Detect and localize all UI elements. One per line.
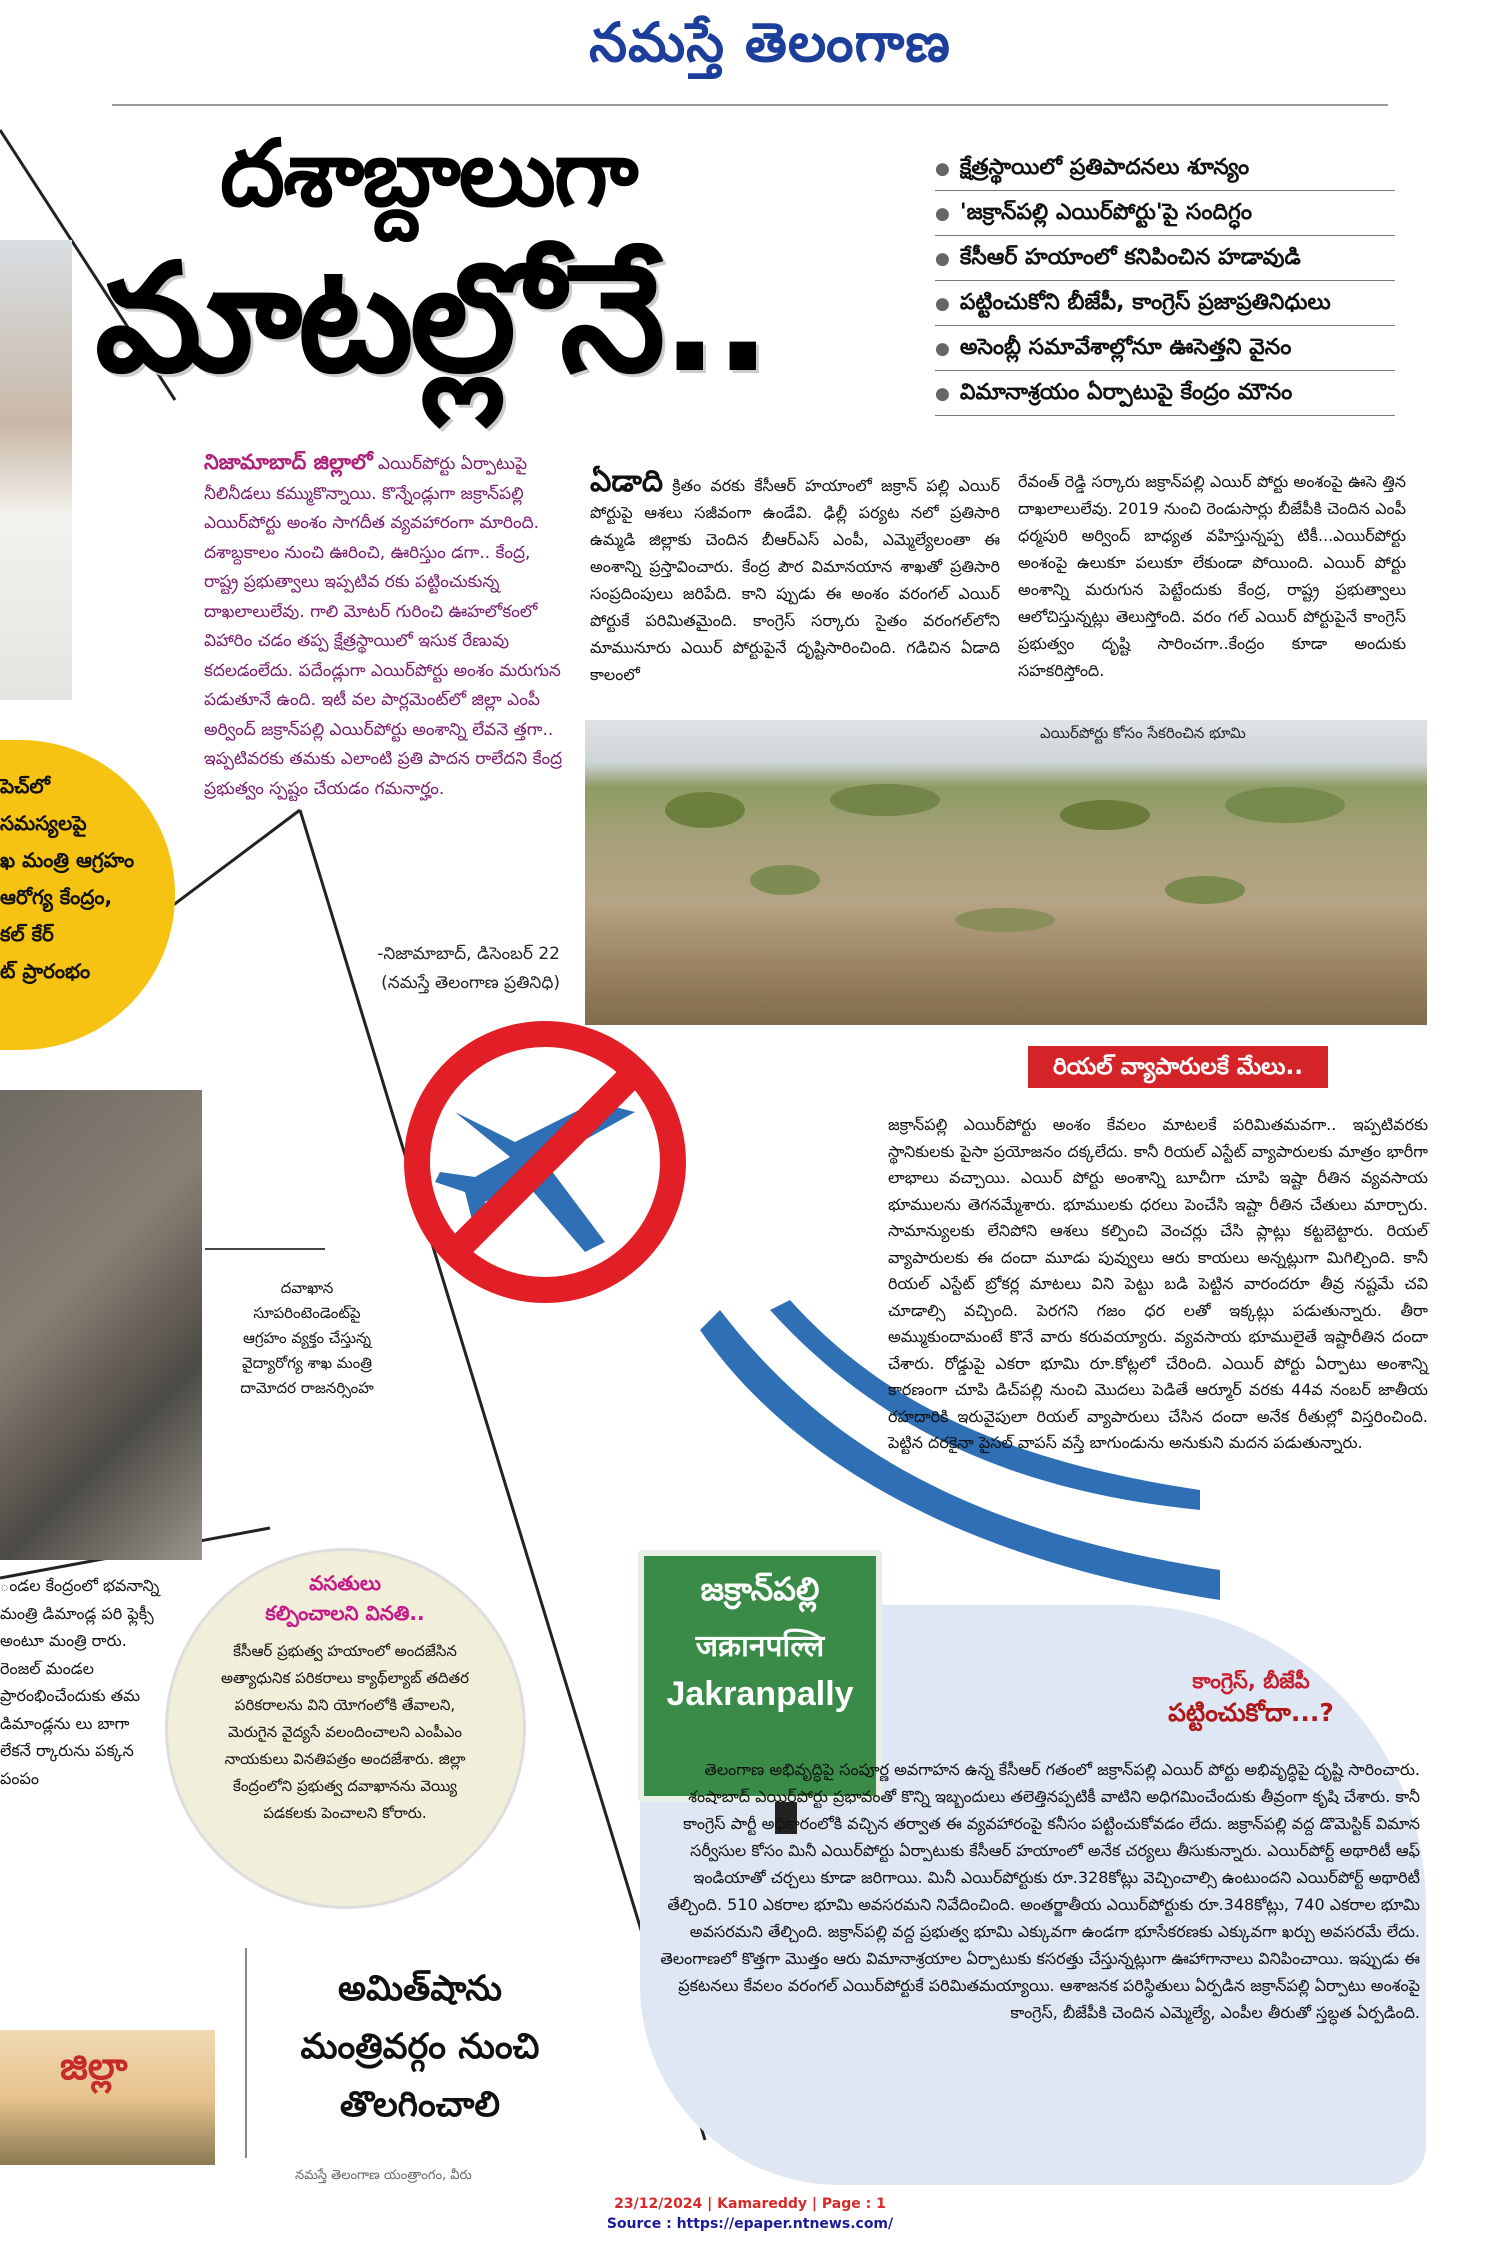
left-teaser-line: ట్ ప్రారంభం: [0, 959, 91, 983]
intro-paragraph: [204, 448, 566, 804]
intro-body: ఎయిర్‌పోర్టు ఏర్పాటుపై నీలినీడలు కమ్ముకొన్నాయి. కొన్నేండ్లుగా జక్రాన్‌పల్లి ఎయిర్‌పోర్టు అంశం సాగదీత వ్యవహారంగా మారింది. దశాబ్దకాలం నుంచి ఊరించి, ఊరిస్తుం డగా.. కేంద్ర, రాష్ట్ర ప్రభుత్వాలు ఇప్పటివ రకు పట్టించుకున్న దాఖలాలులేవు. గాలి మోటర్ గురించి ఊహలోకంలో విహారిం చడం తప్ప క్షేత్రస్థాయిలో ఇసుక రేణువు కదలడంలేదు. పదేండ్లుగా ఎయిర్‌పోర్టు అంశం మరుగున పడుతూనే ఉంది. ఇటీ వల పార్లమెంట్‌లో జిల్లా ఎంపీ అర్వింద్ జక్రాన్‌పల్లి ఎయిర్‌పోర్టు అంశాన్ని లేవనె త్తగా.. ఇప్పటివరకు తమకు ఎలాంటి ప్రతి పాదన రాలేదని కేంద్ర ప్రభుత్వం స్పష్టం చేయడం గమనార్హం.: [204, 454, 563, 799]
amit-headline: [260, 1960, 580, 2134]
key-point: ● అసెంబ్లీ సమావేశాల్లోనూ ఊసెత్తని వైనం: [935, 326, 1395, 371]
sign-hindi: जक्रानपल्लि: [695, 1629, 825, 1664]
congress-bjp-heading: [1126, 1665, 1376, 1729]
no-airplane-icon: [395, 1012, 695, 1312]
masthead: నమస్తే తెలంగాణ: [589, 10, 951, 74]
dateline: [320, 940, 560, 998]
congress-bjp-body: తెలంగాణ అభివృద్ధిపై సంపూర్ణ అవగాహన ఉన్న కేసీఆర్ గతంలో జక్రాన్‌పల్లి ఎయిర్ పోర్టు అభివృద్ధిపై దృష్టి సారించారు. శంషాబాద్ ఎయిర్‌పోర్టు ప్రభావంతో కొన్ని ఇబ్బందులు తలెత్తినప్పటికీ వాటిని అధిగమించేందుకు తీవ్రంగా కృషి చేశారు. కానీ కాంగ్రెస్ పార్టీ అధికారంలోకి వచ్చిన తర్వాత ఈ వ్యవహారంపై కనీసం పట్టించుకోవడం లేదు. జక్రాన్‌పల్లి వద్ద డొమెస్టిక్ విమాన సర్వీసుల కోసం మినీ ఎయిర్‌పోర్టు ఏర్పాటుకు కేసీఆర్ హయాంలో అనేక చర్యలు తీసుకున్నారు. ఎయిర్‌పోర్ట్ అథారిటీ ఆఫ్ ఇండియాతో చర్చలు కూడా జరిగాయి. మినీ ఎయిర్‌పోర్టుకు రూ.328కోట్లు వెచ్చించాల్సి ఉంటుందని ఎయిర్‌పోర్ట్ అథారిటీ తేల్చింది. 510 ఎకరాల భూమి అవసరమని నివేదించింది. అంతర్జాతీయ ఎయిర్‌పోర్టుకు రూ.348కోట్లు, 740 ఎకరాల భూమి అవసరమని తేల్చింది. జక్రాన్‌పల్లి వద్ద ప్రభుత్వ భూమి ఎక్కువగా ఉండగా భూసేకరణకు ఎక్కువగా ఖర్చు అవసరమే లేదు. తెలంగాణలో కొత్తగా మొత్తం ఆరు విమానాశ్రయాల ఏర్పాటుకు కసరత్తు చేస్తున్నట్లుగా ఊహాగానాలు వినిపించాయి. ఇప్పుడు ఈ ప్రకటనలు కేవలం వరంగల్ ఎయిర్‌పోర్టుకే పరిమితమయ్యాయి. ఆశాజనక పరిస్థితులు ఏర్పడిన జక్రాన్‌పల్లి ఏర్పాటు అంశంపై కాంగ్రెస్, బీజేపీకి చెందిన ఎమ్మెల్యే, ఎంపీల తీరుతో స్తబ్ధత ఏర్పడింది.: [660, 1760, 1420, 2022]
page-footer: [530, 2194, 970, 2234]
story-column-1: [590, 464, 1000, 688]
congress-bjp-heading-line2: పట్టించుకోదా...?: [1168, 1698, 1334, 1727]
amenities-heading-line2: కల్పించాలని వినతి..: [265, 1601, 425, 1625]
land-photo: [585, 720, 1427, 1025]
politician-photo: [0, 240, 72, 700]
left-teaser: [0, 768, 180, 990]
dateline-credit: (నమస్తే తెలంగాణ ప్రతినిధి): [381, 973, 560, 993]
sign-telugu: జక్రాన్‌పల్లి: [700, 1570, 820, 1608]
dateline-place: -నిజామాబాద్, డిసెంబర్ 22: [377, 944, 560, 964]
banner-text: జిల్లా: [60, 2044, 128, 2088]
left-photo-caption: దవాఖాన సూపరింటెండెంట్‌పై ఆగ్రహం వ్యక్తం చేస్తున్న వైద్యారోగ్య శాఖ మంత్రి దామోదర రాజనర్సింహ: [240, 1279, 374, 1397]
real-estate-heading: రియల్ వ్యాపారులకే మేలు..: [1028, 1046, 1328, 1088]
amenities-body: కేసీఆర్ ప్రభుత్వ హయాంలో అందజేసిన అత్యాధునిక పరికరాలు క్యాథ్‌ల్యాబ్ తదితర పరికరాలను విని యోగంలోకి తేవాలని, మెరుగైన వైద్యసే వలందించాలని ఎంపీఎం నాయకులు వినతిపత్రం అందజేశారు. జిల్లా కేంద్రంలోని ప్రభుత్వ దవాఖానను వెయ్యి పడకలకు పెంచాలని కోరారు.: [220, 1642, 470, 1822]
key-point: ● 'జక్రాన్‌పల్లి ఎయిర్‌పోర్టు'పై సందిగ్ధం: [935, 191, 1395, 236]
amit-byline: నమస్తే తెలంగాణ యంత్రాంగం, వీరు: [295, 2168, 472, 2183]
amit-headline-line3: తొలగించాలి: [339, 2085, 501, 2125]
land-photo-shrubs: [585, 720, 1427, 1025]
left-teaser-line: ఆరోగ్య కేంద్రం,: [0, 885, 113, 909]
key-point: ● విమానాశ్రయం ఏర్పాటుపై కేంద్రం మౌనం: [935, 371, 1395, 416]
left-teaser-line: సమస్యలపై: [0, 811, 87, 835]
headline-line1: దశాబ్దాలుగా: [220, 120, 637, 227]
key-point: ● కేసీఆర్ హయాంలో కనిపించిన హడావుడి: [935, 236, 1395, 281]
sign-english: Jakranpally: [666, 1675, 854, 1713]
congress-bjp-heading-line1: కాంగ్రెస్, బీజేపీ: [1192, 1669, 1310, 1693]
amenities-heading-line1: వసతులు: [309, 1571, 381, 1595]
amit-divider: [245, 1948, 247, 2158]
hospital-visit-photo: [0, 1090, 202, 1560]
amit-headline-line1: అమిత్‌షాను: [338, 1969, 502, 2009]
real-estate-body: జక్రాన్‌పల్లి ఎయిర్‌పోర్టు అంశం కేవలం మాటలకే పరిమితమవగా.. ఇప్పటివరకు స్థానికులకు పైసా ప్రయోజనం దక్కలేదు. కానీ రియల్ ఎస్టేట్ వ్యాపారులకు మాత్రం భారీగా లాభాలు వచ్చాయి. ఎయిర్ పోర్టు అంశాన్ని బూచీగా చూపి ఇష్టా రీతిన వ్యవసాయ భూములను తెగనమ్మేశారు. భూములకు ధరలు పెంచేసి ఇష్టా రీతిన చేతులు మార్చారు. సామాన్యులకు లేనిపోని ఆశలు కల్పించి వెంచర్లు చేసి ప్లాట్లు కట్టబెట్టారు. రియల్ వ్యాపారులకు ఈ దందా మూడు పువ్వులు ఆరు కాయలు అన్నట్లుగా మిగిల్చింది. కానీ రియల్ ఎస్టేట్ బ్రోకర్ల మాటలు విని పెట్టు బడి పెట్టిన వారందరూ తీవ్ర నష్టమే చవి చూడాల్సి వచ్చింది. పెరగని గజం ధర లతో ఇక్కట్లు పడుతున్నారు. తీరా అమ్ముకుందామంటే కొనే వారు కరువయ్యారు. వ్యవసాయ భూములైతే ఇష్టారీతిన దందా చేశారు. రోడ్డుపై ఎకరా భూమి రూ.కోట్లలో చేరింది. ఎయిర్ పోర్టు ఏర్పాటు అంశాన్ని కారణంగా చూపి డిచ్‌పల్లి నుంచి మొదలు పెడితే ఆర్మూర్ వరకు 44వ నంబర్ జాతీయ రహదారికి ఇరువైపులా రియల్ వ్యాపారులు చేసిన దందా అనేక రీతుల్లో విస్తరించింది. పెట్టిన దరకైనా పైసల్ వాపస్ వస్తే బాగుండును అనుకుని మదన పడుతున్నారు.: [888, 1115, 1428, 1452]
amenities-heading: [210, 1568, 480, 1628]
story-column-2: రేవంత్ రెడ్డి సర్కారు జక్రాన్‌పల్లి ఎయిర్ పోర్టు అంశంపై ఊసె త్తిన దాఖలాలులేవు. 2019 నుంచి రెండుసార్లు బీజేపీకి చెందిన ఎంపీ ధర్మపురి అర్వింద్ బాధ్యత వహిస్తున్నప్ప టికీ...ఎయిర్‌పోర్టు అంశంపై ఉలుకూ పలుకూ లేకుండా పోయింది. ఎయిర్ పోర్టు అంశాన్ని మరుగున పెట్టేందుకు కేంద్ర, రాష్ట్ర ప్రభుత్వాలు ఆలోచిస్తున్నట్లు తెలుస్తోంది. వరం గల్ ఎయిర్ పోర్టుపైనే కాంగ్రెస్ ప్రభుత్వం దృష్టి సారించగా..కేంద్రం కూడా అందుకు సహకరిస్తోంది.: [1018, 472, 1406, 680]
intro-lead: నిజామాబాద్ జిల్లాలో: [204, 450, 373, 474]
left-teaser-line: పెచ్‌లో: [0, 774, 50, 798]
land-photo-caption: ఎయిర్‌పోర్టు కోసం సేకరించిన భూమి: [1040, 724, 1246, 742]
key-point: ● క్షేత్రస్థాయిలో ప్రతిపాదనలు శూన్యం: [935, 146, 1395, 191]
footer-edition: 23/12/2024 | Kamareddy | Page : 1: [614, 2196, 886, 2212]
story-column-1-text: క్రితం వరకు కేసీఆర్ హయాంలో జక్రాన్ పల్లి ఎయిర్ పోర్టుపై ఆశలు సజీవంగా ఉండేవి. ఢిల్లీ పర్యట నలో ప్రతిసారి ఉమ్మడి జిల్లాకు చెందిన బీఆర్ఎస్ ఎంపీ, ఎమ్మెల్యేలంతా ఈ అంశాన్ని ప్రస్తావించారు. కేంద్ర పౌర విమానయాన శాఖతో ప్రతిసారి సంప్రదింపులు జరిపేది. కాని ప్పుడు ఈ అంశం వరంగల్ ఎయిర్ పోర్టుకే పరిమితమైంది. కాంగ్రెస్ సర్కారు సైతం వరంగల్‌లోని మామునూరు ఎయిర్ పోర్టుపైనే దృష్టిసారించింది. గడిచిన ఏడాది కాలంలో: [590, 476, 1000, 684]
left-teaser-line: కల్ కేర్: [0, 922, 54, 946]
caption-arrow: [205, 1248, 325, 1250]
key-points-list: [935, 146, 1395, 416]
headline-line2: మాటల్లోనే..: [95, 232, 768, 406]
dropcap: ఏడాది: [590, 464, 664, 499]
left-column-text: ండల కేంద్రంలో భవనాన్ని మంత్రి డిమాండ్ల పరి ఫ్లెక్సీ అంటూ మంత్రి రారు. రెంజల్ మండల ప్రారంభించేందుకు తమ డిమాండ్లను లు బాగా లేకనే ర్కారును పక్కన పంపం: [0, 1576, 160, 1788]
amit-headline-line2: మంత్రివర్గం నుంచి: [300, 2027, 540, 2067]
footer-source-link[interactable]: Source : https://epaper.ntnews.com/: [606, 2216, 894, 2232]
key-point: ● పట్టించుకోని బీజేపీ, కాంగ్రెస్ ప్రజాప్రతినిధులు: [935, 281, 1395, 326]
left-teaser-line: ఖ మంత్రి ఆగ్రహం: [0, 848, 135, 872]
